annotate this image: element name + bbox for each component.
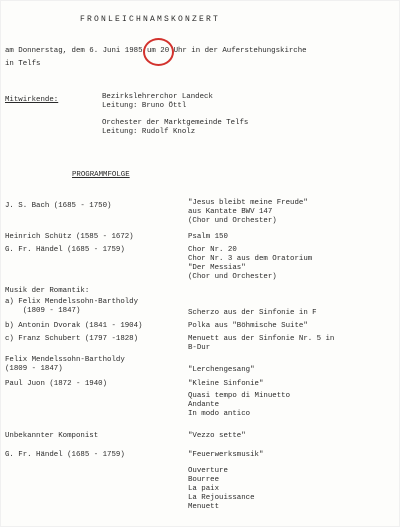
work-line: Bourree (188, 476, 220, 484)
performer-group-leitung: Leitung: Bruno Öttl (102, 102, 187, 110)
work-line: La paix (188, 485, 220, 493)
performer-group-name: Orchester der Marktgemeinde Telfs (102, 119, 249, 127)
work-line: Scherzo aus der Sinfonie in F (188, 309, 317, 317)
work-line: "Feuerwerksmusik" (188, 451, 264, 459)
work-line: Quasi tempo di Minuetto (188, 392, 291, 400)
intro-time-place: um 20 Uhr in der Auferstehungskirche (146, 47, 307, 55)
mitwirkende-label: Mitwirkende: (5, 96, 59, 104)
composer-line: Unbekannter Komponist (5, 432, 99, 440)
section-heading: Musik der Romantik: (5, 287, 90, 295)
concert-title: FRONLEICHNAMSKONZERT (80, 15, 221, 24)
work-line: aus Kantate BWV 147 (188, 208, 273, 216)
work-line: Chor Nr. 20 (188, 246, 237, 254)
composer-line: (1809 - 1847) (5, 365, 63, 373)
work-line: "Kleine Sinfonie" (188, 380, 264, 388)
composer-line: G. Fr. Händel (1685 - 1759) (5, 246, 125, 254)
work-line: Psalm 150 (188, 233, 228, 241)
work-line: (Chor und Orchester) (188, 217, 277, 225)
intro-date: am Donnerstag, dem 6. Juni (5, 47, 121, 55)
work-line: Ouverture (188, 467, 228, 475)
work-line: Andante (188, 401, 220, 409)
composer-line: a) Felix Mendelssohn-Bartholdy (5, 298, 139, 306)
programm-heading: PROGRAMMFOLGE (72, 171, 130, 179)
work-line: (Chor und Orchester) (188, 273, 277, 281)
composer-line: G. Fr. Händel (1685 - 1759) (5, 451, 125, 459)
composer-line: Paul Juon (1872 - 1940) (5, 380, 108, 388)
composer-line: Felix Mendelssohn-Bartholdy (5, 356, 125, 364)
work-line: B-Dur (188, 344, 211, 352)
work-line: "Der Messias" (188, 264, 246, 272)
work-line: In modo antico (188, 410, 251, 418)
composer-line: (1809 - 1847) (5, 307, 81, 315)
work-line: Polka aus "Böhmische Suite" (188, 322, 308, 330)
intro-line-2: in Telfs (5, 60, 41, 68)
intro-year: 1985 (124, 47, 143, 55)
composer-line: c) Franz Schubert (1797 -1828) (5, 335, 139, 343)
composer-line: Heinrich Schütz (1585 - 1672) (5, 233, 134, 241)
work-line: La Rejouissance (188, 494, 255, 502)
red-circle-annotation (143, 38, 174, 66)
composer-line: J. S. Bach (1685 - 1750) (5, 202, 112, 210)
work-line: Menuett aus der Sinfonie Nr. 5 in (188, 335, 335, 343)
work-line: Chor Nr. 3 aus dem Oratorium (188, 255, 313, 263)
work-line: "Lerchengesang" (188, 366, 255, 374)
work-line: Menuett (188, 503, 220, 511)
composer-line: b) Antonin Dvorak (1841 - 1904) (5, 322, 143, 330)
performer-group-leitung: Leitung: Rudolf Knolz (102, 128, 196, 136)
work-line: "Jesus bleibt meine Freude" (188, 199, 308, 207)
performer-group-name: Bezirkslehrerchor Landeck (102, 93, 213, 101)
work-line: "Vezzo sette" (188, 432, 246, 440)
